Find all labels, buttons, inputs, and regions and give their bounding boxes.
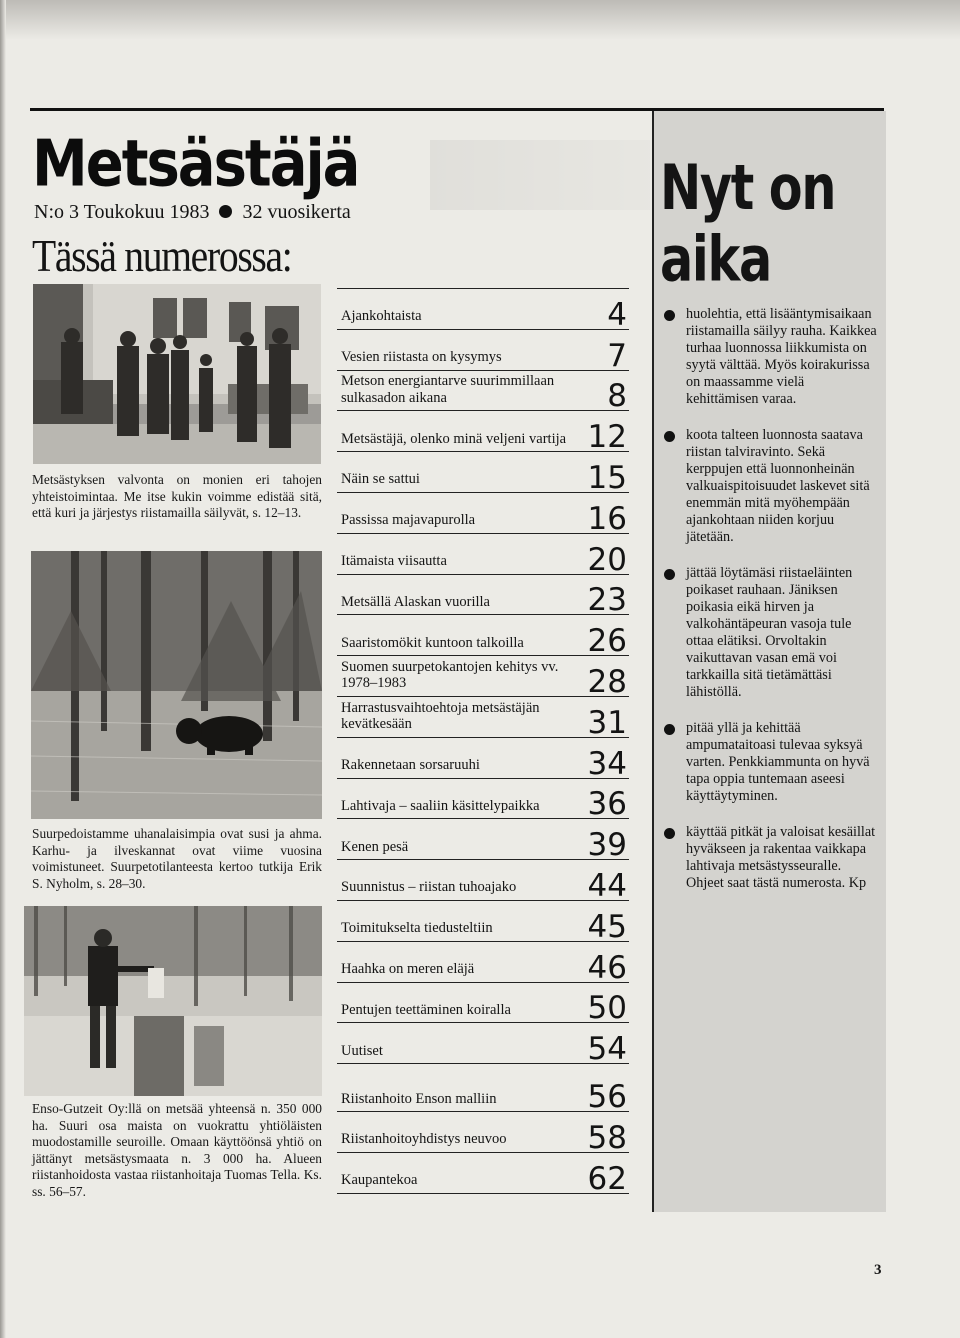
page-top-shadow bbox=[0, 0, 960, 40]
list-item bbox=[662, 306, 878, 408]
toc-title: Suomen suurpetokantojen kehitys vv. 1978–1983 bbox=[341, 658, 559, 692]
toc-title: Suunnistus – riistan tuhoajako bbox=[341, 879, 517, 896]
toc-row bbox=[337, 330, 629, 374]
toc-row bbox=[337, 656, 629, 700]
bullet-dot-icon bbox=[664, 724, 675, 735]
toc-title: Metsästäjä, olenko minä veljeni vartija bbox=[341, 430, 567, 447]
bullet-text: jättää löytämäsi riistaeläinten poikaset rauhaan. Jäniksen poikasia eikä hirven ja valkohäntäpeuran vasoja tule ottaa elätiksi. Orvoltakin vaikuttavan vasan emä voi tarkkailla sitä tietämättäsi lähistöllä. bbox=[686, 565, 853, 700]
list-item bbox=[662, 427, 878, 546]
toc-row bbox=[337, 411, 629, 456]
toc-row bbox=[337, 860, 629, 904]
list-item bbox=[662, 565, 878, 701]
bullet-dot-icon bbox=[664, 431, 675, 442]
toc-title: Vesien riistasta on kysymys bbox=[341, 349, 502, 366]
toc-title: Näin se sattui bbox=[341, 471, 420, 488]
sidebar-heading bbox=[660, 153, 835, 296]
toc-page: 50 bbox=[587, 990, 627, 1027]
toc-page: 26 bbox=[587, 623, 627, 660]
photo-feeding-station bbox=[24, 906, 322, 1096]
toc-row bbox=[337, 697, 629, 741]
toc-page: 62 bbox=[587, 1160, 627, 1197]
photo-bear-image bbox=[31, 551, 322, 819]
toc-title: Metson energiantarve suurimmillaan sulkasadon aikana bbox=[341, 373, 555, 406]
sidebar-bullet-list bbox=[662, 306, 878, 911]
bullet-dot-icon bbox=[664, 569, 675, 580]
bullet-dot-icon bbox=[664, 828, 675, 839]
toc-page: 46 bbox=[587, 949, 627, 986]
toc-page: 54 bbox=[587, 1031, 627, 1068]
toc-title: Kenen pesä bbox=[341, 838, 409, 855]
toc-row bbox=[337, 493, 629, 537]
toc-row bbox=[337, 534, 629, 578]
issue-volume: 32 vuosikerta bbox=[242, 201, 351, 223]
toc-page: 4 bbox=[607, 296, 627, 333]
toc-page: 23 bbox=[587, 582, 627, 619]
list-item bbox=[662, 720, 878, 805]
toc-page: 20 bbox=[587, 541, 627, 578]
toc-title: Haahka on meren eläjä bbox=[341, 961, 475, 978]
toc-title: Toimitukselta tiedusteltiin bbox=[341, 920, 493, 937]
show-through-print bbox=[430, 140, 650, 210]
toc-row bbox=[337, 615, 629, 660]
photo-feeding-station-image bbox=[24, 906, 322, 1096]
toc-row bbox=[337, 942, 629, 986]
masthead-title: Metsästäjä bbox=[32, 126, 359, 202]
page-number: 3 bbox=[874, 1262, 882, 1278]
sidebar-heading-line2: aika bbox=[660, 223, 771, 297]
toc-title: Passissa majavapurolla bbox=[341, 512, 476, 529]
toc-page: 45 bbox=[587, 908, 627, 945]
toc-page: 12 bbox=[587, 419, 627, 456]
table-of-contents bbox=[337, 288, 629, 1197]
toc-title: Kaupantekoa bbox=[341, 1172, 418, 1189]
photo-hunting-supervision-image bbox=[33, 284, 321, 464]
toc-title: Harrastusvaihtoehtoja metsästäjän kevätkesään bbox=[341, 699, 540, 733]
toc-page: 7 bbox=[607, 337, 627, 374]
toc-title: Pentujen teettäminen koiralla bbox=[341, 1001, 511, 1018]
page-left-edge bbox=[0, 0, 6, 1338]
sidebar-now-is-time bbox=[652, 111, 886, 1212]
toc-page: 44 bbox=[587, 867, 627, 904]
toc-title: Uutiset bbox=[341, 1042, 383, 1059]
toc-row bbox=[337, 819, 629, 864]
toc-title: Rakennetaan sorsaruuhi bbox=[341, 757, 480, 774]
sidebar-heading-line1: Nyt on bbox=[660, 151, 836, 225]
toc-page: 31 bbox=[587, 704, 627, 741]
caption-1: Metsästyksen valvonta on monien eri tahojen yhteistoimintaa. Me itse kukin voimme edistää sitä, että kuri ja järjestys riistamailla säilyvät, s. 12–13. bbox=[32, 472, 322, 521]
toc-row bbox=[337, 779, 629, 823]
bullet-dot-icon bbox=[219, 205, 232, 218]
toc-page: 56 bbox=[587, 1079, 627, 1116]
toc-page: 16 bbox=[587, 500, 627, 537]
list-item bbox=[662, 824, 878, 892]
toc-title: Saaristomökit kuntoon talkoilla bbox=[341, 634, 524, 651]
toc-row bbox=[337, 983, 629, 1027]
toc-page: 34 bbox=[587, 745, 627, 782]
toc-title: Riistanhoitoyhdistys neuvoo bbox=[341, 1131, 507, 1148]
toc-page: 39 bbox=[587, 827, 627, 864]
bullet-text: koota talteen luonnosta saatava riistan talviravinto. Sekä kerppujen että luonnonheinän valkuaispitoisuudet laskevet sitä enemmän mitä myöhempään ajankohtaan niiden korjuu jätetään. bbox=[686, 427, 870, 545]
caption-3: Enso-Gutzeit Oy:llä on metsää yhteensä n. 350 000 ha. Suuri osa maista on vuokrattu yhtiöläisten muodostamille seuroille. Omaan käyttöönsä yhtiö on jättänyt metsästysmaata n. 3 000 ha. Alueen riistanhoidosta vastaa riistanhoitaja Tuomas Tella. Ks. ss. 56–57. bbox=[32, 1101, 322, 1199]
toc-title: Itämaista viisautta bbox=[341, 553, 447, 570]
toc-row bbox=[337, 1153, 629, 1197]
issue-number: N:o 3 bbox=[34, 201, 79, 223]
bullet-text: huolehtia, että lisääntymisaikaan riistamailla säilyy rauha. Kaikkea turhaa luonnossa liikkumista on syytä välttää. Myös koirakurissa on maassamme vielä kehittämisen varaa. bbox=[686, 306, 877, 407]
issue-info bbox=[34, 200, 351, 224]
bullet-text: käyttää pitkät ja valoisat kesäillat hyväkseen ja rakentaa vaikkapa lahtivaja metsästysseuralle. Ohjeet saat tästä numerosta. Kp bbox=[686, 824, 876, 891]
toc-row bbox=[337, 289, 629, 333]
toc-page: 36 bbox=[587, 786, 627, 823]
toc-title: Lahtivaja – saaliin käsittelypaikka bbox=[341, 797, 540, 814]
contents-heading: Tässä numerossa: bbox=[32, 230, 292, 281]
toc-row bbox=[337, 575, 629, 619]
toc-row bbox=[337, 1064, 629, 1116]
toc-row bbox=[337, 1112, 629, 1156]
toc-title: Metsällä Alaskan vuorilla bbox=[341, 593, 490, 610]
toc-title: Ajankohtaista bbox=[341, 308, 422, 325]
toc-row bbox=[337, 452, 629, 496]
photo-hunting-supervision bbox=[33, 284, 321, 464]
bullet-text: pitää yllä ja kehittää ampumataitoasi tulevaa syksyä varten. Penkkiammunta on hyvä tapa oppia tuntemaan aseesi käyttäytyminen. bbox=[686, 720, 870, 804]
toc-row bbox=[337, 901, 629, 945]
toc-row bbox=[337, 738, 629, 782]
bullet-dot-icon bbox=[664, 310, 675, 321]
toc-row bbox=[337, 371, 629, 415]
toc-page: 8 bbox=[607, 378, 627, 415]
toc-title: Riistanhoito Enson malliin bbox=[341, 1090, 497, 1107]
photo-bear bbox=[31, 551, 322, 819]
toc-page: 58 bbox=[587, 1119, 627, 1156]
caption-2: Suurpedoistamme uhanalaisimpia ovat susi ja ahma. Karhu- ja ilveskannat ovat viime vuosina voimistuneet. Suurpetotilanteesta kertoo tutkija Erik S. Nyholm, s. 28–30. bbox=[32, 826, 322, 891]
toc-page: 28 bbox=[587, 663, 627, 700]
toc-row bbox=[337, 1023, 629, 1068]
toc-page: 15 bbox=[587, 459, 627, 496]
issue-month: Toukokuu 1983 bbox=[83, 201, 210, 223]
